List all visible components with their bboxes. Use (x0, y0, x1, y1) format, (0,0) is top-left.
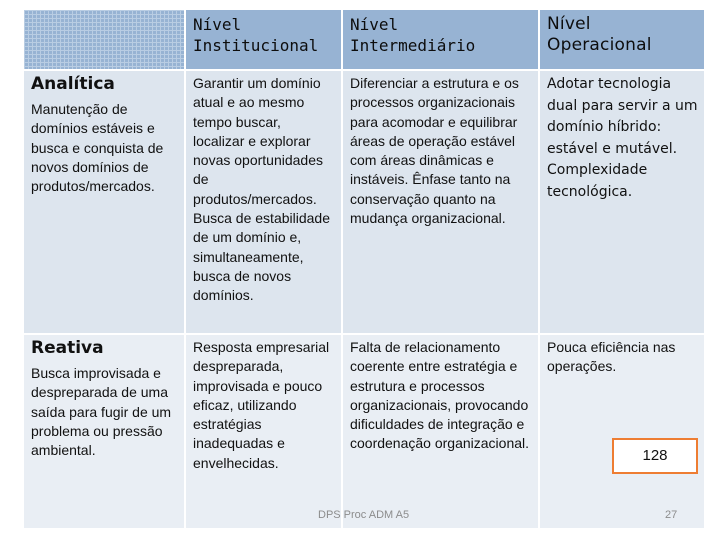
cell-intermediario: Falta de relacionamento coerente entre estratégia e estrutura e processos organizacionais, provocando dificuldades de integração e coordenação organizacional. (342, 334, 539, 529)
cell-operacional: Pouca eficiência nas operações. (539, 334, 705, 529)
cell-operacional: Adotar tecnologia dual para servir a um domínio híbrido: estável e mutável. Complexidade tecnológica. (539, 70, 705, 334)
header-operacional (539, 9, 705, 70)
row-header-cell (23, 334, 185, 529)
table-row-reativa (23, 334, 705, 529)
header-institucional-label: Nível Institucional (193, 15, 319, 55)
header-corner-cell (23, 9, 185, 70)
header-row (23, 9, 705, 70)
cell-institucional: Garantir um domínio atual e ao mesmo tempo buscar, localizar e explorar novas oportunidades de produtos/mercados. Busca de estabilidade de um domínio e, simultaneamente, busca de novos domínios. (185, 70, 342, 334)
strategy-table (22, 8, 706, 530)
row-header-cell (23, 70, 185, 334)
cell-intermediario: Diferenciar a estrutura e os processos organizacionais para acomodar e equilibrar áreas de operação estável com áreas dinâmicas e instáveis. Ênfase tanto na conservação quanto na mudança organizacional. (342, 70, 539, 334)
header-intermediario (342, 9, 539, 70)
row-title: Analítica (31, 74, 115, 94)
row-description: Busca improvisada e despreparada de uma saída para fugir de um problema ou pressão ambiental. (31, 365, 172, 459)
row-description: Manutenção de domínios estáveis e busca e conquista de novos domínios de produtos/mercados. (31, 101, 164, 195)
header-operacional-label: Nível Operacional (547, 14, 652, 55)
footer-label: DPS Proc ADM A5 (318, 509, 410, 521)
table-row-analitica (23, 70, 705, 334)
header-institucional (185, 9, 342, 70)
row-title: Reativa (31, 338, 104, 358)
cell-institucional: Resposta empresarial despreparada, improvisada e pouco eficaz, utilizando estratégias inadequadas e envelhecidas. (185, 334, 342, 529)
slide-number: 27 (665, 509, 678, 521)
page-number-badge: 128 (612, 438, 698, 474)
header-intermediario-label: Nível Intermediário (350, 15, 476, 55)
